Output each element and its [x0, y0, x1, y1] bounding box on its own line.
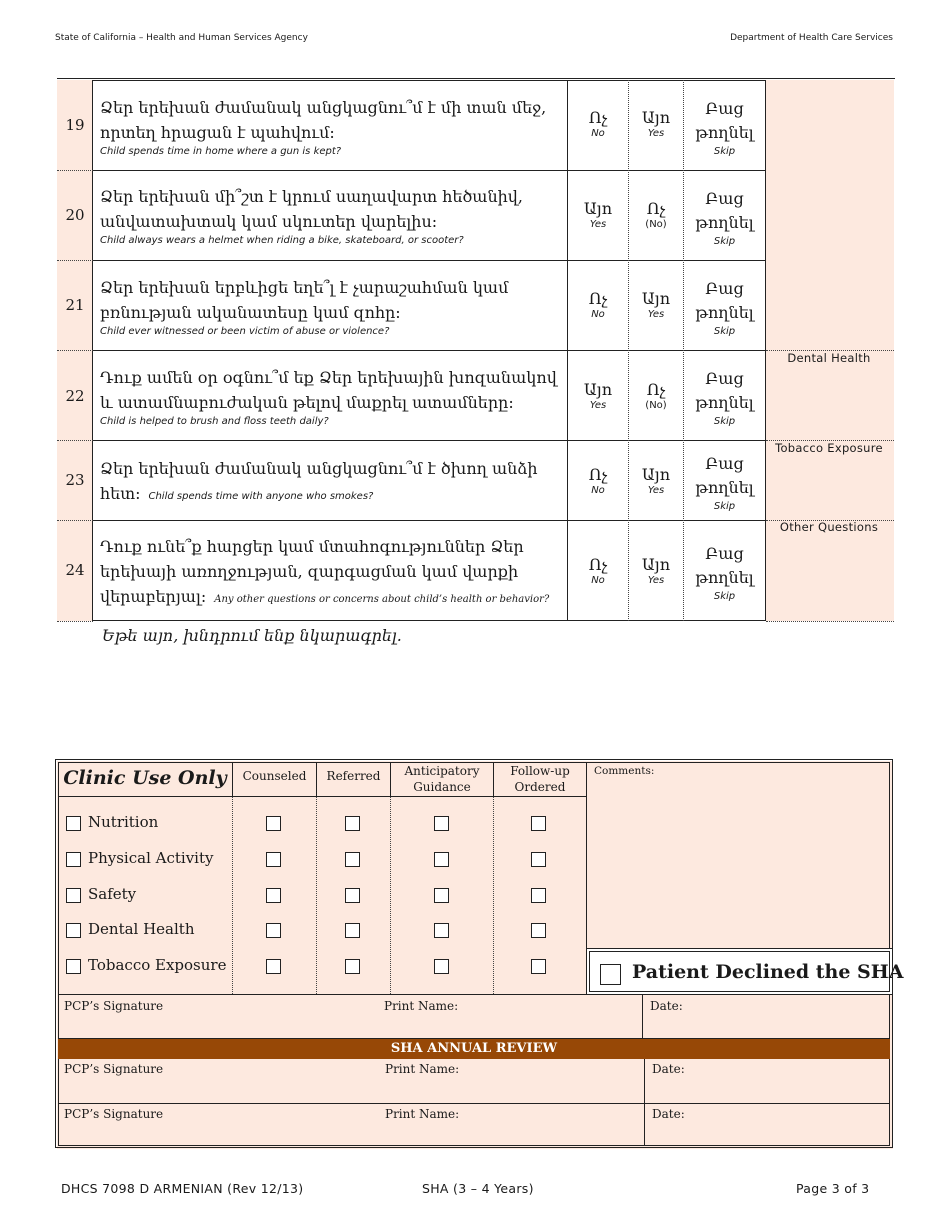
num-separator — [57, 440, 93, 441]
row-separator — [92, 170, 766, 171]
answer-skip[interactable]: Բաց թողնել Skip — [695, 99, 754, 157]
question-english: Child spends time in home where a gun is kept? — [100, 146, 342, 157]
table-inner-top-rule — [92, 80, 766, 81]
patient-declined-checkbox[interactable] — [600, 964, 621, 985]
date-label: Date: — [652, 1062, 685, 1076]
answer-yes[interactable]: Այո Yes — [641, 465, 671, 496]
clinic-col-dotted — [316, 797, 317, 994]
question-text: Դուք ամեն օր օգնու՞մ եք Ձեր երեխային խոզանակով և ատամնաբուժական թելով մաքրել ատամները: Child is helped to brush and floss teeth daily? — [100, 368, 557, 427]
dental-health-checkbox[interactable] — [66, 923, 81, 938]
tobacco-exposure-checkbox[interactable] — [66, 959, 81, 974]
question-number: 20 — [65, 206, 85, 224]
num-separator — [57, 520, 93, 521]
col-anticipatory-guidance: Anticipatory Guidance — [404, 764, 480, 794]
anticipatory-checkbox[interactable] — [434, 923, 449, 938]
answer-skip[interactable]: Բաց թողնել Skip — [695, 454, 754, 512]
counseled-checkbox[interactable] — [266, 816, 281, 831]
answer-skip[interactable]: Բաց թողնել Skip — [695, 369, 754, 427]
table-top-rule — [57, 78, 895, 79]
option-divider — [628, 80, 629, 621]
col-referred: Referred — [326, 769, 381, 783]
safety-checkbox[interactable] — [66, 888, 81, 903]
table-bottom-rule — [92, 620, 766, 621]
counseled-checkbox[interactable] — [266, 888, 281, 903]
page-number: Page 3 of 3 — [796, 1181, 870, 1196]
question-number: 21 — [65, 296, 85, 314]
physical-activity-label: Physical Activity — [88, 849, 214, 867]
row-separator — [92, 350, 766, 351]
describe-prompt: Եթե այո, խնդրում ենք նկարագրել. — [102, 626, 402, 645]
pcp-signature-label: PCP’s Signature — [64, 999, 164, 1013]
referred-checkbox[interactable] — [345, 852, 360, 867]
follow-up-checkbox[interactable] — [531, 852, 546, 867]
referred-checkbox[interactable] — [345, 888, 360, 903]
referred-checkbox[interactable] — [345, 816, 360, 831]
question-text: Ձեր երեխան մի՞շտ է կրում սաղավարտ հեծանիվ, անվատախտակ կամ սկուտեր վարելիս: Child always wears a helmet when riding a bike, skateboard, or scooter? — [100, 187, 523, 246]
answer-no[interactable]: Ոչ (No) — [645, 380, 667, 411]
num-separator — [57, 350, 93, 351]
sig-divider — [644, 1059, 645, 1103]
safety-label: Safety — [88, 885, 137, 903]
category-tobacco-exposure: Tobacco Exposure — [775, 441, 883, 455]
row-separator — [92, 260, 766, 261]
anticipatory-checkbox[interactable] — [434, 888, 449, 903]
clinic-col-dotted — [493, 797, 494, 994]
row-separator — [92, 440, 766, 441]
follow-up-checkbox[interactable] — [531, 816, 546, 831]
anticipatory-checkbox[interactable] — [434, 959, 449, 974]
clinic-use-only-title: Clinic Use Only — [63, 767, 227, 789]
col-counseled: Counseled — [242, 769, 307, 783]
answer-yes[interactable]: Այո Yes — [641, 289, 671, 320]
tobacco-exposure-label: Tobacco Exposure — [88, 956, 227, 974]
col-follow-up-ordered: Follow-up Ordered — [510, 764, 570, 794]
sig-divider — [642, 995, 643, 1038]
nutrition-checkbox[interactable] — [66, 816, 81, 831]
counseled-checkbox[interactable] — [266, 852, 281, 867]
answer-yes[interactable]: Այո Yes — [583, 380, 613, 411]
answer-skip[interactable]: Բաց թողնել Skip — [695, 279, 754, 337]
sig-divider — [644, 1104, 645, 1146]
question-number: 22 — [65, 387, 85, 405]
print-name-label: Print Name: — [384, 999, 459, 1013]
clinic-header-rule — [58, 796, 586, 797]
question-text: Ձեր երեխան ժամանակ անցկացնու՞մ է ծխող անձի հետ: Child spends time with anyone who smokes? — [100, 459, 538, 503]
answer-no[interactable]: Ոչ (No) — [645, 199, 667, 230]
follow-up-checkbox[interactable] — [531, 923, 546, 938]
annual-review-bar: SHA ANNUAL REVIEW — [58, 1039, 890, 1059]
answer-no[interactable]: Ոչ No — [588, 555, 608, 586]
answer-no[interactable]: Ոչ No — [588, 108, 608, 139]
question-text: Ձեր երեխան երբևիցե եղե՞լ է չարաշահման կամ բռնության ականատեսը կամ զոհը: Child ever witnessed or been victim of abuse or violence? — [100, 278, 509, 337]
answer-yes[interactable]: Այո Yes — [641, 555, 671, 586]
print-name-label: Print Name: — [385, 1062, 460, 1076]
counseled-checkbox[interactable] — [266, 959, 281, 974]
question-text: Դուք ունե՞ք հարցեր կամ մտահոգություններ Ձեր երեխայի առողջության, զարգացման կամ վարքի վերաբերյալ: Any other questions or concerns about child’s health or behavior? — [100, 537, 550, 606]
answer-skip[interactable]: Բաց թողնել Skip — [695, 189, 754, 247]
form-name: SHA (3 – 4 Years) — [422, 1181, 534, 1196]
anticipatory-checkbox[interactable] — [434, 852, 449, 867]
answer-yes[interactable]: Այո Yes — [641, 108, 671, 139]
question-number: 24 — [65, 561, 85, 579]
patient-declined-label: Patient Declined the SHA — [632, 961, 904, 983]
answer-no[interactable]: Ոչ No — [588, 289, 608, 320]
follow-up-checkbox[interactable] — [531, 959, 546, 974]
follow-up-checkbox[interactable] — [531, 888, 546, 903]
clinic-col-dotted — [232, 797, 233, 994]
category-other-questions: Other Questions — [779, 520, 879, 534]
category-dental-health: Dental Health — [787, 351, 871, 365]
counseled-checkbox[interactable] — [266, 923, 281, 938]
agency-header: State of California – Health and Human Services Agency — [55, 33, 308, 43]
answer-yes[interactable]: Այո Yes — [583, 199, 613, 230]
pcp-signature-label: PCP’s Signature — [64, 1107, 164, 1121]
anticipatory-checkbox[interactable] — [434, 816, 449, 831]
referred-checkbox[interactable] — [345, 923, 360, 938]
num-separator — [57, 260, 93, 261]
department-header: Department of Health Care Services — [730, 33, 893, 43]
referred-checkbox[interactable] — [345, 959, 360, 974]
question-text — [100, 95, 570, 158]
question-armenian-line: որտեղ հրացան է պահվում: — [100, 123, 335, 142]
pcp-signature-label: PCP’s Signature — [64, 1062, 164, 1076]
clinic-col-dotted — [390, 797, 391, 994]
form-id: DHCS 7098 D ARMENIAN (Rev 12/13) — [61, 1181, 304, 1196]
row-separator — [92, 520, 766, 521]
nutrition-label: Nutrition — [88, 813, 159, 831]
question-armenian-line: Ձեր երեխան ժամանակ անցկացնու՞մ է մի տան մեջ, — [100, 98, 547, 117]
answer-no[interactable]: Ոչ No — [588, 465, 608, 496]
sig-rule — [58, 1103, 890, 1104]
option-divider — [683, 80, 684, 621]
dental-health-label: Dental Health — [88, 920, 195, 938]
print-name-label: Print Name: — [385, 1107, 460, 1121]
num-separator — [57, 170, 93, 171]
num-separator — [57, 621, 93, 622]
question-number: 23 — [65, 471, 85, 489]
comments-label: Comments: — [594, 765, 655, 777]
physical-activity-checkbox[interactable] — [66, 852, 81, 867]
question-number: 19 — [65, 116, 85, 134]
answer-skip[interactable]: Բաց թողնել Skip — [695, 544, 754, 602]
date-label: Date: — [652, 1107, 685, 1121]
date-label: Date: — [650, 999, 683, 1013]
category-separator — [766, 621, 894, 622]
